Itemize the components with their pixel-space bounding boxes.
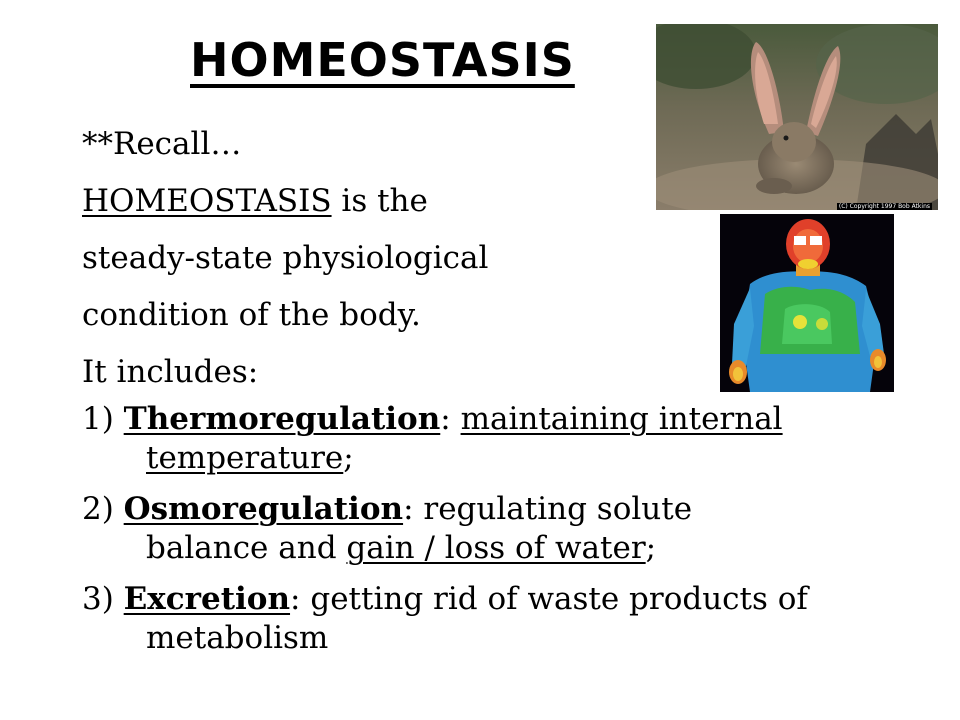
item-description-tail: ; — [645, 530, 657, 566]
item-description-tail: ; — [343, 440, 354, 476]
item-description-underlined: gain / loss of water — [346, 530, 646, 566]
item-separator: : — [440, 401, 461, 437]
photo-copyright: (C) Copyright 1997 Bob Atkins — [838, 203, 930, 210]
item-number: 3) — [82, 581, 124, 617]
item-number: 2) — [82, 491, 124, 527]
list-item-excretion — [82, 579, 942, 657]
slide-title: HOMEOSTASIS — [190, 33, 575, 87]
item-number: 1) — [82, 401, 124, 437]
item-separator: : — [290, 581, 311, 617]
jackrabbit-image — [656, 24, 938, 210]
item-term: Thermoregulation — [123, 401, 441, 437]
item-description: regulating solute — [423, 491, 693, 527]
definition-line-3: condition of the body. — [82, 297, 421, 333]
item-term: Excretion — [123, 581, 291, 617]
item-description-cont: temperature — [146, 440, 344, 476]
definition-term: HOMEOSTASIS — [82, 183, 332, 219]
item-description-cont: metabolism — [146, 620, 329, 656]
item-separator: : — [403, 491, 424, 527]
includes-line: It includes: — [82, 354, 259, 390]
item-term: Osmoregulation — [123, 491, 404, 527]
list-item-osmoregulation — [82, 489, 942, 567]
item-description: maintaining internal — [460, 401, 783, 437]
definition-line-1-rest: is the — [331, 183, 428, 219]
item-description: getting rid of waste products of — [310, 581, 808, 617]
jackrabbit-photo — [656, 24, 938, 210]
thermal-image-photo — [720, 214, 894, 392]
recall-line: **Recall… — [82, 126, 242, 162]
item-description-cont: balance and — [146, 530, 347, 566]
thermal-image — [720, 214, 894, 392]
list-item-thermoregulation — [82, 399, 942, 477]
definition-line-2: steady-state physiological — [82, 240, 489, 276]
